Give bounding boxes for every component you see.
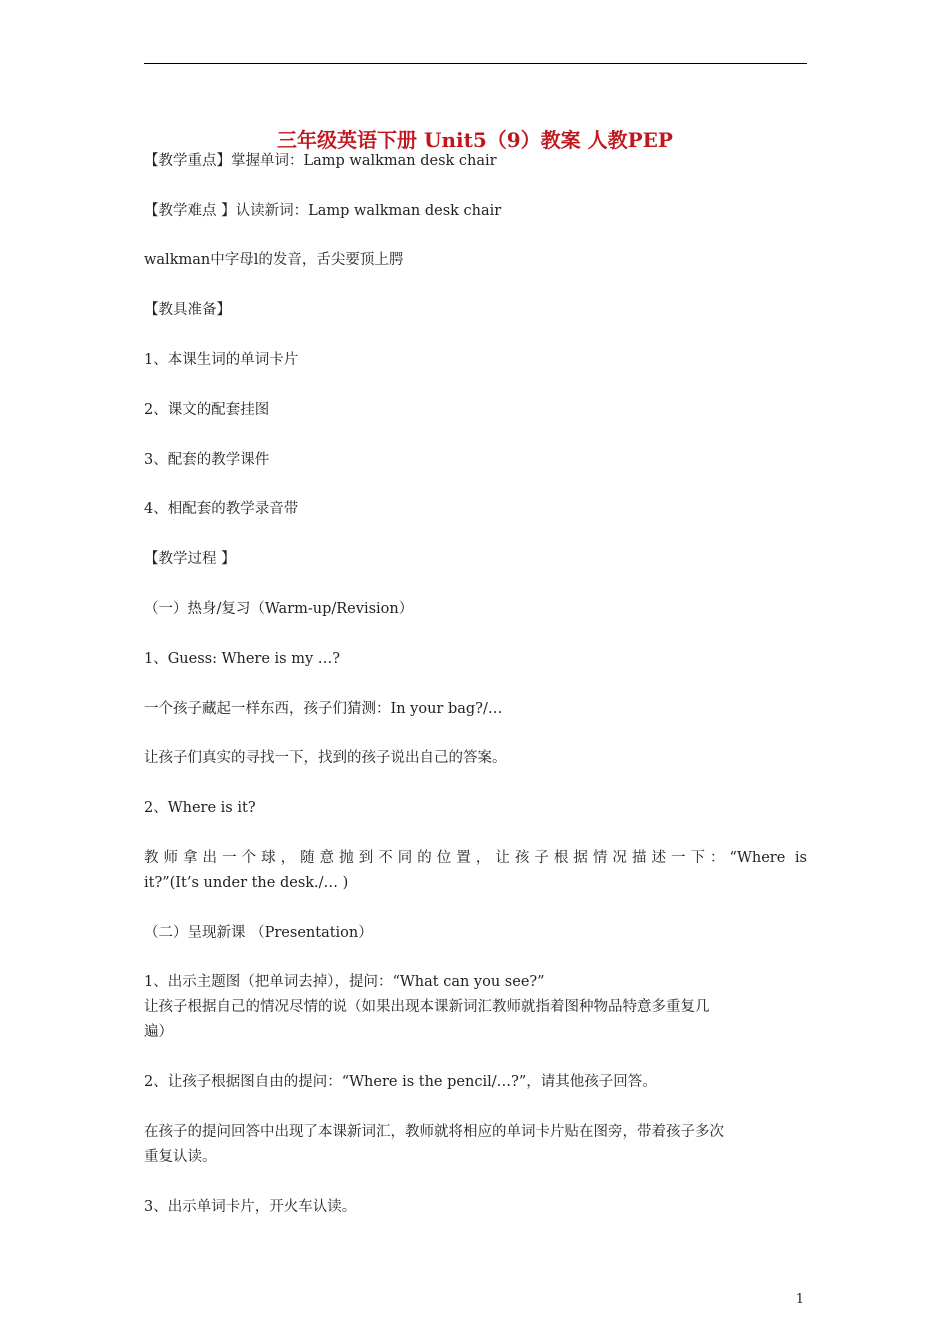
subsection-heading: （二）呈现新课 （Presentation） <box>144 925 373 941</box>
text-line: 教师拿出一个球，随意抛到不同的位置，让孩子根据情况描述一下：“Where is <box>144 850 807 866</box>
text-line: 【教学重点】掌握单词：Lamp walkman desk chair <box>144 153 497 169</box>
text-line: 1、出示主题图（把单词去掉），提问：“What can you see?” <box>144 974 545 990</box>
text-line: 【教学难点 】认读新词：Lamp walkman desk chair <box>144 203 502 219</box>
text-line: 2、让孩子根据图自由的提问：“Where is the pencil/…?”，请其他孩子回答。 <box>144 1074 657 1090</box>
page-number: 1 <box>795 1292 804 1307</box>
text-line: walkman中字母l的发音，舌尖要顶上腭 <box>144 252 404 268</box>
text-line: 让孩子们真实的寻找一下，找到的孩子说出自己的答案。 <box>144 750 507 766</box>
list-item: 3、配套的教学课件 <box>144 452 270 468</box>
text-line: 3、出示单词卡片，开火车认读。 <box>144 1199 357 1215</box>
list-item: 2、课文的配套挂图 <box>144 402 270 418</box>
text-line: 一个孩子藏起一样东西，孩子们猜测：In your bag?/… <box>144 701 503 717</box>
section-heading: 【教学过程 】 <box>144 551 236 567</box>
document-title: 三年级英语下册 Unit5（9）教案 人教PEP <box>277 128 673 152</box>
list-item: 1、本课生词的单词卡片 <box>144 352 299 368</box>
list-item: 4、相配套的教学录音带 <box>144 501 299 517</box>
text-line: 遍） <box>144 1024 173 1040</box>
text-line: 让孩子根据自己的情况尽情的说（如果出现本课新词汇教师就指着图种物品特意多重复几 <box>144 999 710 1015</box>
text-line: 2、Where is it? <box>144 800 256 816</box>
header-rule <box>144 63 807 64</box>
text-line: 在孩子的提问回答中出现了本课新词汇，教师就将相应的单词卡片贴在图旁，带着孩子多次 <box>144 1124 724 1140</box>
section-heading: 【教具准备】 <box>144 302 231 318</box>
text-line: 1、Guess: Where is my …? <box>144 651 341 667</box>
subsection-heading: （一）热身/复习（Warm-up/Revision） <box>144 601 414 617</box>
text-line: 重复认读。 <box>144 1149 217 1165</box>
text-line: it?”(It’s under the desk./… ) <box>144 875 349 891</box>
